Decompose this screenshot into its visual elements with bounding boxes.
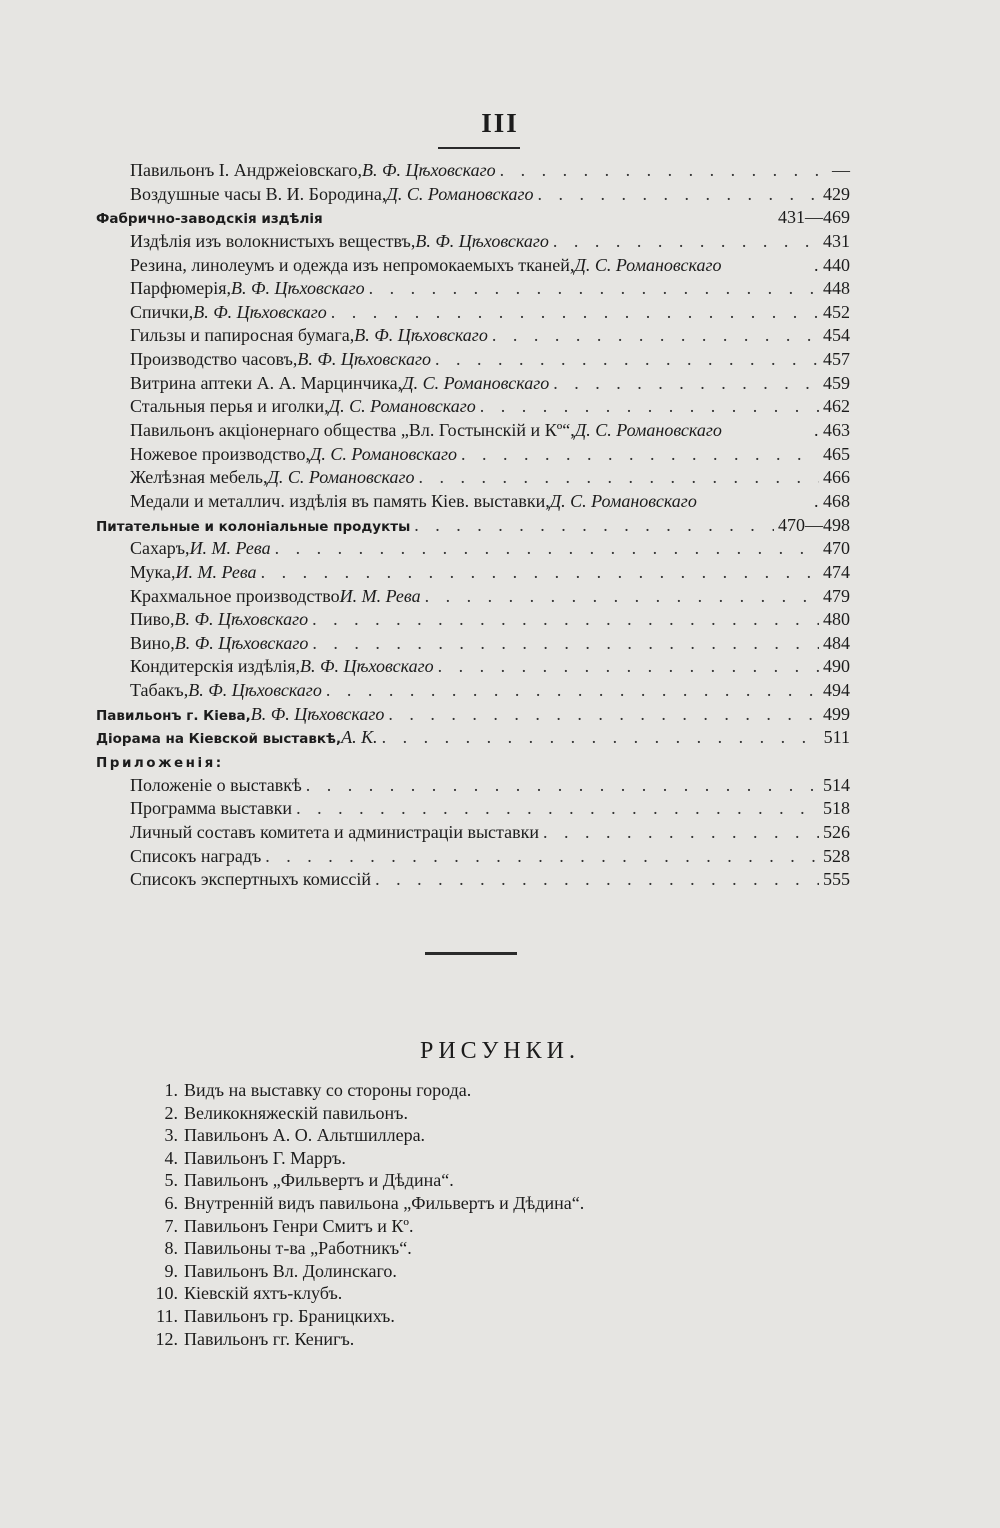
- toc-entry: [96, 633, 850, 657]
- figure-caption: Павильонъ гр. Браницкихъ.: [184, 1305, 395, 1326]
- toc-dot-leader: [553, 231, 819, 252]
- toc-author: В. Ф. Цѣховскаго: [297, 349, 431, 370]
- toc-dot-leader: [275, 538, 819, 559]
- toc-page-number: 499: [823, 703, 850, 724]
- toc-entry: [96, 467, 850, 491]
- toc-title: Мука,: [130, 561, 176, 582]
- toc-page-number: 454: [823, 325, 850, 346]
- toc-author: В. Ф. Цѣховскаго: [250, 703, 385, 724]
- toc-title: Питательные и колоніальные продукты: [96, 518, 411, 535]
- toc-title: Павильонъ акціонернаго общества „Вл. Гостынскій и Кº“,: [130, 420, 575, 441]
- page-number: III: [481, 108, 519, 138]
- toc-page-number: 474: [823, 561, 850, 582]
- toc-title: Діорама на Кіевской выставкѣ,: [96, 731, 342, 748]
- figure-number: 3.: [164, 1125, 178, 1146]
- toc-page-number: 466: [823, 467, 850, 488]
- toc-entry: [96, 491, 850, 515]
- toc-entry: [96, 775, 850, 799]
- toc-section-heading: [96, 751, 850, 775]
- toc-title: Медали и металлич. издѣлія въ память Кіев. выставки,: [130, 490, 550, 511]
- figures-title: РИСУНКИ.: [419, 1038, 581, 1064]
- toc-title: Кондитерскія издѣлія,: [130, 656, 301, 677]
- figure-caption: Видъ на выставку со стороны города.: [184, 1080, 472, 1100]
- toc-title: Приложенія:: [96, 755, 224, 772]
- toc-author: Д. С. Романовскаго: [549, 490, 697, 511]
- toc-author: Д. С. Романовскаго: [328, 396, 476, 417]
- figure-caption: Великокняжескій павильонъ.: [184, 1102, 408, 1123]
- toc-entry: [96, 586, 850, 610]
- figure-number: 5.: [164, 1170, 178, 1191]
- toc-dot-leader: [435, 349, 819, 370]
- toc-dot-leader: [306, 775, 819, 796]
- toc-title: Пиво,: [130, 609, 175, 630]
- figure-item: [130, 1216, 730, 1239]
- figure-number: 7.: [164, 1215, 178, 1236]
- toc-page-number: 526: [823, 821, 850, 842]
- figure-item: [130, 1080, 730, 1103]
- figure-item: [130, 1306, 730, 1329]
- toc-dot-leader: [265, 846, 819, 867]
- toc-dot-leader: [312, 609, 819, 630]
- toc-dot-leader: [480, 396, 819, 417]
- toc-author: В. Ф. Цѣховскаго: [231, 278, 365, 299]
- toc-page-number: 494: [823, 680, 850, 701]
- toc-title: Резина, линолеумъ и одежда изъ непромокаемыхъ тканей,: [130, 254, 575, 275]
- toc-dot-leader: [438, 656, 819, 677]
- toc-page-number: 528: [823, 845, 850, 866]
- toc-entry: [96, 349, 850, 373]
- toc-author: В. Ф. Цѣховскаго: [354, 325, 488, 346]
- figure-item: [130, 1329, 730, 1352]
- toc-title: Программа выставки: [130, 798, 293, 819]
- figure-item: [130, 1193, 730, 1216]
- toc-author: В. Ф. Цѣховскаго: [415, 230, 549, 251]
- toc-page-number: 457: [823, 349, 850, 370]
- toc-page-number: 431: [823, 230, 850, 251]
- toc-title: Стальныя перья и иголки,: [130, 396, 329, 417]
- toc-entry: [96, 869, 850, 893]
- toc-entry: [96, 798, 850, 822]
- toc-page-number: 480: [823, 609, 850, 630]
- figure-caption: Павильонъ А. О. Альтшиллера.: [184, 1125, 426, 1146]
- toc-dot-leader: [382, 727, 820, 748]
- toc-title: Желѣзная мебель,: [130, 467, 268, 488]
- toc-dot-leader: [419, 467, 819, 488]
- toc-page-number: 479: [823, 585, 850, 606]
- toc-page-number: 459: [823, 372, 850, 393]
- figure-number: 2.: [164, 1102, 178, 1123]
- figure-caption: Павильонъ гг. Кенигъ.: [184, 1328, 355, 1349]
- toc-entry: [96, 444, 850, 468]
- toc-page-number: 470—498: [778, 514, 850, 535]
- toc-entry: [96, 656, 850, 680]
- figure-number: 12.: [155, 1328, 178, 1349]
- toc-page-number: 514: [823, 774, 850, 795]
- toc-author: В. Ф. Цѣховскаго: [300, 656, 434, 677]
- figure-caption: Кіевскій яхтъ-клубъ.: [184, 1283, 343, 1304]
- toc-title: Списокъ наградъ: [130, 845, 262, 866]
- toc-section-heading: [96, 207, 850, 231]
- toc-entry: [96, 160, 850, 184]
- toc-dot-leader: [326, 680, 819, 701]
- toc-section-heading: [96, 515, 850, 539]
- toc-author: И. М. Рева: [175, 561, 257, 582]
- figure-number: 6.: [164, 1192, 178, 1213]
- toc-dot-leader: [414, 515, 774, 536]
- toc-page-number: 518: [823, 798, 850, 819]
- toc-title: Павильонъ І. Андржеіовскаго,: [130, 160, 363, 180]
- toc-dot-leader: [425, 586, 819, 607]
- figure-number: 8.: [164, 1238, 178, 1259]
- toc-author: В. Ф. Цѣховскаго: [174, 632, 309, 653]
- toc-title: Производство часовъ,: [130, 349, 298, 370]
- toc-page-number: 465: [823, 443, 850, 464]
- toc-author: И. М. Рева: [189, 538, 271, 559]
- toc-page-number: 511: [823, 727, 850, 748]
- figure-item: [130, 1238, 730, 1261]
- toc-author: Д. С. Романовскаго: [402, 372, 550, 393]
- toc-title: Павильонъ г. Кіева,: [96, 707, 251, 724]
- toc-dot-leader: [543, 822, 819, 843]
- toc-dot-leader: [461, 444, 819, 465]
- toc-page-number: 462: [823, 396, 850, 417]
- toc-author: В. Ф. Цѣховскаго: [188, 680, 322, 701]
- toc-page-number: —: [832, 160, 850, 180]
- toc-page-number: 452: [823, 301, 850, 322]
- toc-page-number: 470: [823, 538, 850, 559]
- toc-dot-leader: [312, 633, 819, 654]
- toc-page-number: 431—469: [778, 207, 850, 228]
- toc-page-number: 448: [823, 278, 850, 299]
- toc-author: И. М. Рева: [339, 585, 421, 606]
- toc-page-number: 490: [823, 656, 850, 677]
- toc-page-number: 555: [823, 869, 850, 890]
- toc-dot-leader: [369, 278, 819, 299]
- figure-item: [130, 1103, 730, 1126]
- toc-entry: [96, 325, 850, 349]
- toc-author: Д. С. Романовскаго: [309, 443, 458, 464]
- figure-caption: Павильоны т-ва „Работникъ“.: [184, 1238, 412, 1259]
- toc-title: Витрина аптеки А. А. Марцинчика,: [130, 372, 403, 393]
- toc-title: Воздушные часы В. И. Бородина,: [130, 183, 387, 204]
- figure-caption: Павильонъ Г. Марръ.: [184, 1147, 346, 1168]
- toc-author: Д. С. Романовскаго: [267, 467, 415, 488]
- toc-author: Д. С. Романовскаго: [386, 183, 534, 204]
- toc-author: В. Ф. Цѣховскаго: [174, 609, 309, 630]
- figure-caption: Внутренній видъ павильона „Фильвертъ и Дѣдина“.: [184, 1192, 585, 1213]
- toc-title: Крахмальное производство: [130, 585, 340, 606]
- toc-author: В. Ф. Цѣховскаго: [362, 160, 496, 180]
- section-divider: [425, 952, 517, 955]
- toc-page-number: . 440: [814, 254, 850, 275]
- toc-author: А. К.: [341, 727, 378, 748]
- figure-item: [130, 1148, 730, 1171]
- toc-title: Вино,: [130, 632, 175, 653]
- toc-title: Фабрично-заводскія издѣлія: [96, 211, 323, 228]
- toc-entry: [96, 278, 850, 302]
- toc-entry: [96, 846, 850, 870]
- toc-dot-leader: [296, 798, 819, 819]
- toc-entry: [96, 231, 850, 255]
- table-of-contents: [96, 160, 850, 893]
- toc-section-heading: [96, 727, 850, 751]
- toc-title: Спички,: [130, 301, 194, 322]
- toc-entry: [96, 562, 850, 586]
- figure-number: 4.: [164, 1147, 178, 1168]
- toc-entry: [96, 302, 850, 326]
- toc-dot-leader: [375, 869, 819, 890]
- figure-item: [130, 1283, 730, 1306]
- toc-dot-leader: [500, 160, 828, 181]
- toc-entry: [96, 609, 850, 633]
- toc-title: Гильзы и папиросная бумага,: [130, 325, 355, 346]
- toc-author: Д. С. Романовскаго: [574, 420, 722, 441]
- toc-title: Парфюмерія,: [130, 278, 232, 299]
- toc-page-number: . 468: [814, 490, 850, 511]
- toc-author: Д. С. Романовскаго: [574, 254, 722, 275]
- toc-entry: [96, 822, 850, 846]
- page-number-rule: [438, 147, 520, 149]
- toc-entry: [96, 538, 850, 562]
- toc-author: В. Ф. Цѣховскаго: [193, 301, 327, 322]
- figures-list: [130, 1080, 730, 1351]
- toc-entry: [96, 680, 850, 704]
- toc-dot-leader: [388, 704, 819, 725]
- toc-title: Сахаръ,: [130, 538, 190, 559]
- figure-item: [130, 1261, 730, 1284]
- toc-entry: [96, 184, 850, 208]
- toc-entry: [96, 373, 850, 397]
- figure-number: 9.: [164, 1260, 178, 1281]
- figure-caption: Павильонъ Генри Смитъ и Кº.: [184, 1215, 414, 1236]
- toc-title: Списокъ экспертныхъ комиссій: [130, 869, 372, 890]
- toc-title: Положеніе о выставкѣ: [130, 774, 302, 795]
- toc-entry: [96, 255, 850, 279]
- toc-section-heading: [96, 704, 850, 728]
- toc-dot-leader: [331, 302, 819, 323]
- figure-number: 1.: [164, 1080, 178, 1100]
- toc-title: Издѣлія изъ волокнистыхъ веществъ,: [130, 230, 416, 251]
- toc-title: Ножевое производство,: [130, 443, 310, 464]
- toc-dot-leader: [261, 562, 819, 583]
- toc-page-number: 484: [823, 632, 850, 653]
- toc-dot-leader: [537, 184, 819, 205]
- figure-item: [130, 1170, 730, 1193]
- toc-title: Табакъ,: [130, 680, 189, 701]
- toc-entry: [96, 396, 850, 420]
- figure-number: 11.: [156, 1305, 178, 1326]
- figure-caption: Павильонъ „Фильвертъ и Дѣдина“.: [184, 1170, 454, 1191]
- toc-dot-leader: [553, 373, 819, 394]
- figure-caption: Павильонъ Вл. Долинскаго.: [184, 1260, 397, 1281]
- toc-title: Личный составъ комитета и администраціи выставки: [130, 821, 539, 842]
- figure-number: 10.: [155, 1283, 178, 1304]
- toc-entry: [96, 420, 850, 444]
- figure-item: [130, 1125, 730, 1148]
- toc-dot-leader: [492, 325, 819, 346]
- toc-page-number: . 463: [814, 420, 850, 441]
- toc-page-number: 429: [823, 183, 850, 204]
